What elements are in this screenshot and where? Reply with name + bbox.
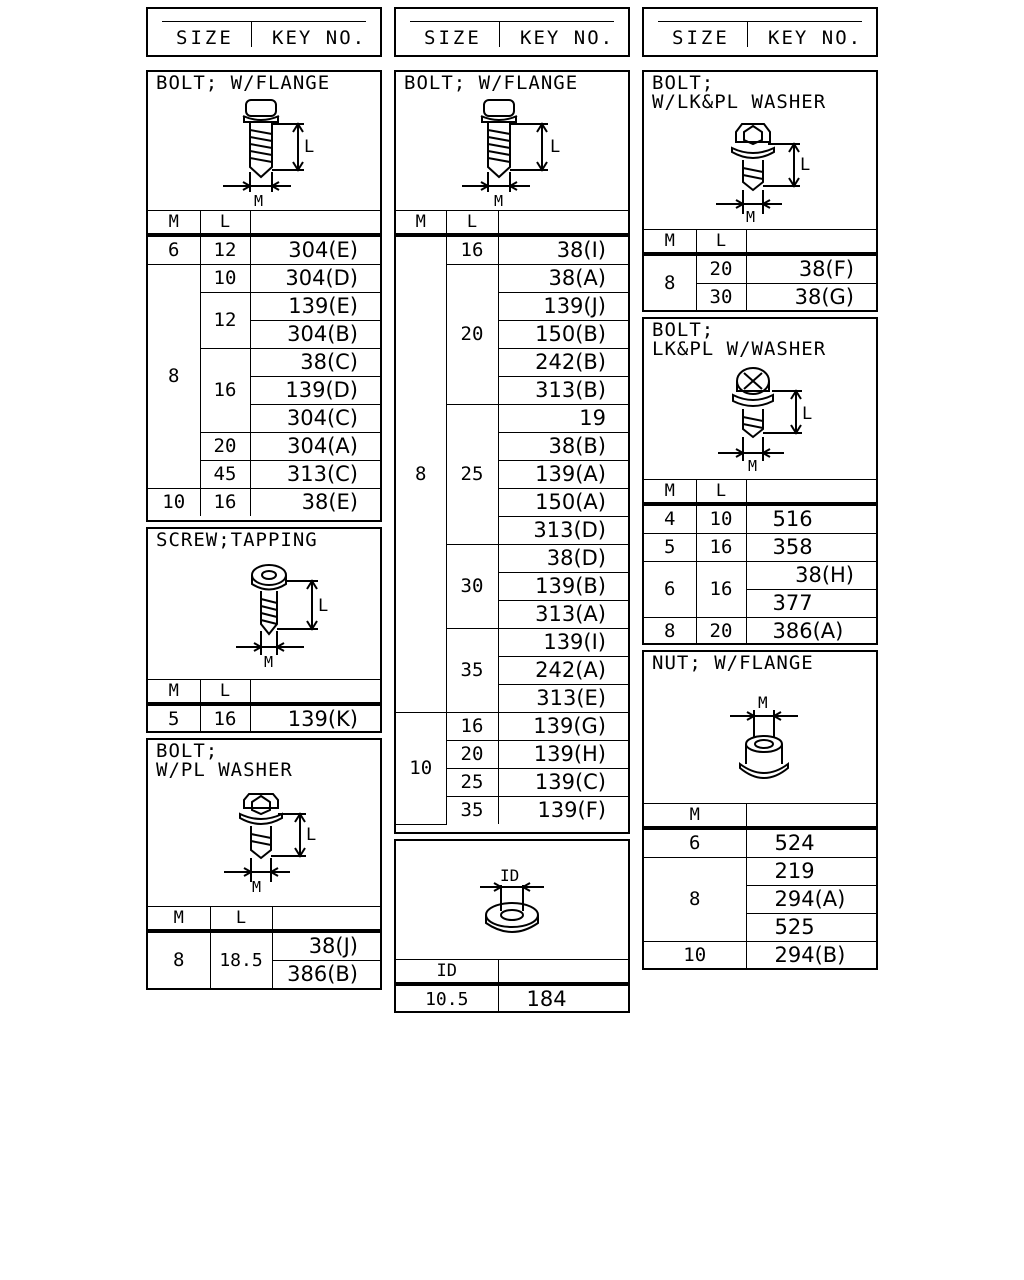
dim-l-label: L: [306, 825, 317, 845]
spec-table: [644, 803, 876, 969]
bolt-flange-box-1: [146, 70, 382, 522]
part-title: SCREW;TAPPING: [156, 529, 318, 551]
spec-table: [396, 959, 628, 1013]
washer-box: [394, 839, 630, 1013]
dim-m-label: M: [748, 457, 758, 475]
col-l-header: L: [210, 907, 272, 932]
cell-l: 25: [446, 769, 498, 797]
cell-l: 16: [446, 713, 498, 741]
size-label: SIZE: [424, 27, 482, 49]
key-no-label: KEY NO.: [272, 27, 367, 49]
key-no-label: KEY NO.: [768, 27, 863, 49]
key-no: 139(E): [250, 293, 380, 321]
dim-id-label: ID: [500, 866, 520, 885]
cell-m: 6: [148, 235, 200, 265]
dim-l-label: L: [550, 137, 561, 157]
cell-id: 10.5: [396, 984, 498, 1013]
dim-m-label: M: [746, 208, 756, 226]
part-title: NUT; W/FLANGE: [652, 652, 814, 674]
cell-l: 35: [446, 797, 498, 825]
col-m-header: M: [148, 211, 200, 236]
dim-l-label: L: [802, 404, 813, 424]
col-m-header: M: [644, 230, 696, 255]
key-no: 304(D): [250, 265, 380, 293]
bolt-pl-washer-box: [146, 738, 382, 990]
key-no: 304(B): [250, 321, 380, 349]
cell-l: 16: [696, 534, 746, 562]
key-no: 313(C): [250, 461, 380, 489]
cell-m: 8: [148, 931, 210, 988]
col-m-header: M: [148, 907, 210, 932]
cell-l: 35: [446, 629, 498, 713]
key-no: 313(B): [498, 377, 628, 405]
spec-table: [644, 479, 876, 645]
cell-m: 6: [644, 828, 746, 858]
cell-l: 16: [200, 704, 250, 733]
key-no: 139(B): [498, 573, 628, 601]
lkpl-washer-bolt-icon: [644, 72, 876, 232]
key-no: 358: [746, 534, 876, 562]
col-id-header: ID: [396, 960, 498, 985]
spec-table: [396, 210, 628, 825]
spec-table: [148, 679, 380, 733]
cell-l: 16: [200, 349, 250, 433]
cell-m: 8: [148, 265, 200, 489]
col-l-header: L: [200, 211, 250, 236]
key-no: 304(C): [250, 405, 380, 433]
cell-m: 8: [396, 235, 446, 713]
size-label: SIZE: [176, 27, 234, 49]
key-no: 38(C): [250, 349, 380, 377]
size-label: SIZE: [672, 27, 730, 49]
dim-m-label: M: [252, 878, 262, 896]
cell-l: 20: [446, 741, 498, 769]
key-no: 294(A): [746, 886, 876, 914]
key-no: 313(A): [498, 601, 628, 629]
cell-m: 8: [644, 858, 746, 942]
col-l-header: L: [696, 480, 746, 505]
part-title: BOLT; LK&PL W/WASHER: [652, 319, 827, 360]
part-title: BOLT; W/LK&PL WASHER: [652, 72, 827, 113]
size-key-header-2: [394, 7, 630, 57]
screw-tapping-box: [146, 527, 382, 733]
col-m-header: M: [148, 680, 200, 705]
cell-l: 18.5: [210, 931, 272, 988]
part-title: BOLT; W/FLANGE: [156, 72, 331, 94]
lkpl-w-washer-bolt-icon: [644, 319, 876, 479]
key-no: 386(B): [272, 961, 380, 989]
key-no: 516: [746, 504, 876, 534]
cell-l: 12: [200, 235, 250, 265]
key-no: 139(H): [498, 741, 628, 769]
key-no: 242(A): [498, 657, 628, 685]
spec-table: [644, 229, 876, 312]
key-no: 524: [746, 828, 876, 858]
col-l-header: L: [200, 680, 250, 705]
key-no: 19: [498, 405, 628, 433]
key-no: 38(E): [250, 489, 380, 517]
key-no: 139(F): [498, 797, 628, 825]
key-no: 219: [746, 858, 876, 886]
cell-m: 10: [396, 713, 446, 825]
part-title: BOLT; W/PL WASHER: [156, 740, 293, 781]
key-no: 38(I): [498, 235, 628, 265]
bolt-lkpl-w-washer-box: [642, 317, 878, 645]
flange-bolt-icon: [148, 72, 380, 212]
cell-l: 30: [446, 545, 498, 629]
key-no: 313(E): [498, 685, 628, 713]
cell-l: 25: [446, 405, 498, 545]
key-no: 313(D): [498, 517, 628, 545]
key-no: 150(A): [498, 489, 628, 517]
cell-l: 16: [200, 489, 250, 517]
key-no: 139(I): [498, 629, 628, 657]
dim-l-label: L: [304, 137, 315, 157]
dim-l-label: L: [318, 596, 329, 616]
cell-m: 10: [644, 942, 746, 970]
dim-m-label: M: [254, 192, 264, 210]
key-no: 38(B): [498, 433, 628, 461]
key-no: 139(A): [498, 461, 628, 489]
cell-l: 20: [446, 265, 498, 405]
cell-l: 16: [696, 562, 746, 618]
key-no: 139(J): [498, 293, 628, 321]
key-no: 38(J): [272, 931, 380, 961]
key-no: 139(C): [498, 769, 628, 797]
tapping-screw-icon: [148, 529, 380, 679]
key-no: 38(D): [498, 545, 628, 573]
size-key-header-1: [146, 7, 382, 57]
spec-table: [148, 906, 380, 989]
cell-m: 10: [148, 489, 200, 517]
part-title: BOLT; W/FLANGE: [404, 72, 579, 94]
cell-m: 4: [644, 504, 696, 534]
cell-m: 5: [644, 534, 696, 562]
key-no-label: KEY NO.: [520, 27, 615, 49]
key-no: 150(B): [498, 321, 628, 349]
key-no: 525: [746, 914, 876, 942]
size-key-header-3: [642, 7, 878, 57]
col-l-header: L: [446, 211, 498, 236]
pl-washer-bolt-icon: [148, 740, 380, 906]
key-no: 386(A): [746, 618, 876, 646]
cell-l: 16: [446, 235, 498, 265]
bolt-lkpl-washer-box: [642, 70, 878, 312]
flange-nut-icon: [644, 652, 876, 804]
dim-m-label: M: [264, 653, 274, 671]
bolt-flange-box-2: [394, 70, 630, 834]
cell-l: 20: [200, 433, 250, 461]
key-no: 38(F): [746, 254, 876, 284]
cell-m: 8: [644, 254, 696, 311]
key-no: 38(H): [746, 562, 876, 590]
key-no: 304(A): [250, 433, 380, 461]
dim-m-label: M: [758, 693, 768, 712]
cell-l: 12: [200, 293, 250, 349]
key-no: 139(D): [250, 377, 380, 405]
cell-l: 20: [696, 254, 746, 284]
key-no: 242(B): [498, 349, 628, 377]
col-m-header: M: [396, 211, 446, 236]
key-no: 38(G): [746, 284, 876, 312]
washer-icon: [396, 841, 628, 961]
nut-flange-box: [642, 650, 878, 970]
col-m-header: M: [644, 480, 696, 505]
key-no: 139(K): [250, 704, 380, 733]
cell-l: 10: [696, 504, 746, 534]
dim-l-label: L: [800, 155, 811, 175]
cell-l: 30: [696, 284, 746, 312]
key-no: 294(B): [746, 942, 876, 970]
key-no: 38(A): [498, 265, 628, 293]
key-no: 184: [498, 984, 628, 1013]
key-no: 304(E): [250, 235, 380, 265]
col-l-header: L: [696, 230, 746, 255]
cell-l: 10: [200, 265, 250, 293]
flange-bolt-icon: [396, 72, 628, 212]
col-m-header: M: [644, 804, 746, 829]
key-no: 139(G): [498, 713, 628, 741]
spec-table: [148, 210, 380, 516]
cell-m: 6: [644, 562, 696, 618]
key-no: 377: [746, 590, 876, 618]
cell-l: 45: [200, 461, 250, 489]
cell-m: 8: [644, 618, 696, 646]
cell-l: 20: [696, 618, 746, 646]
cell-m: 5: [148, 704, 200, 733]
dim-m-label: M: [494, 192, 504, 210]
